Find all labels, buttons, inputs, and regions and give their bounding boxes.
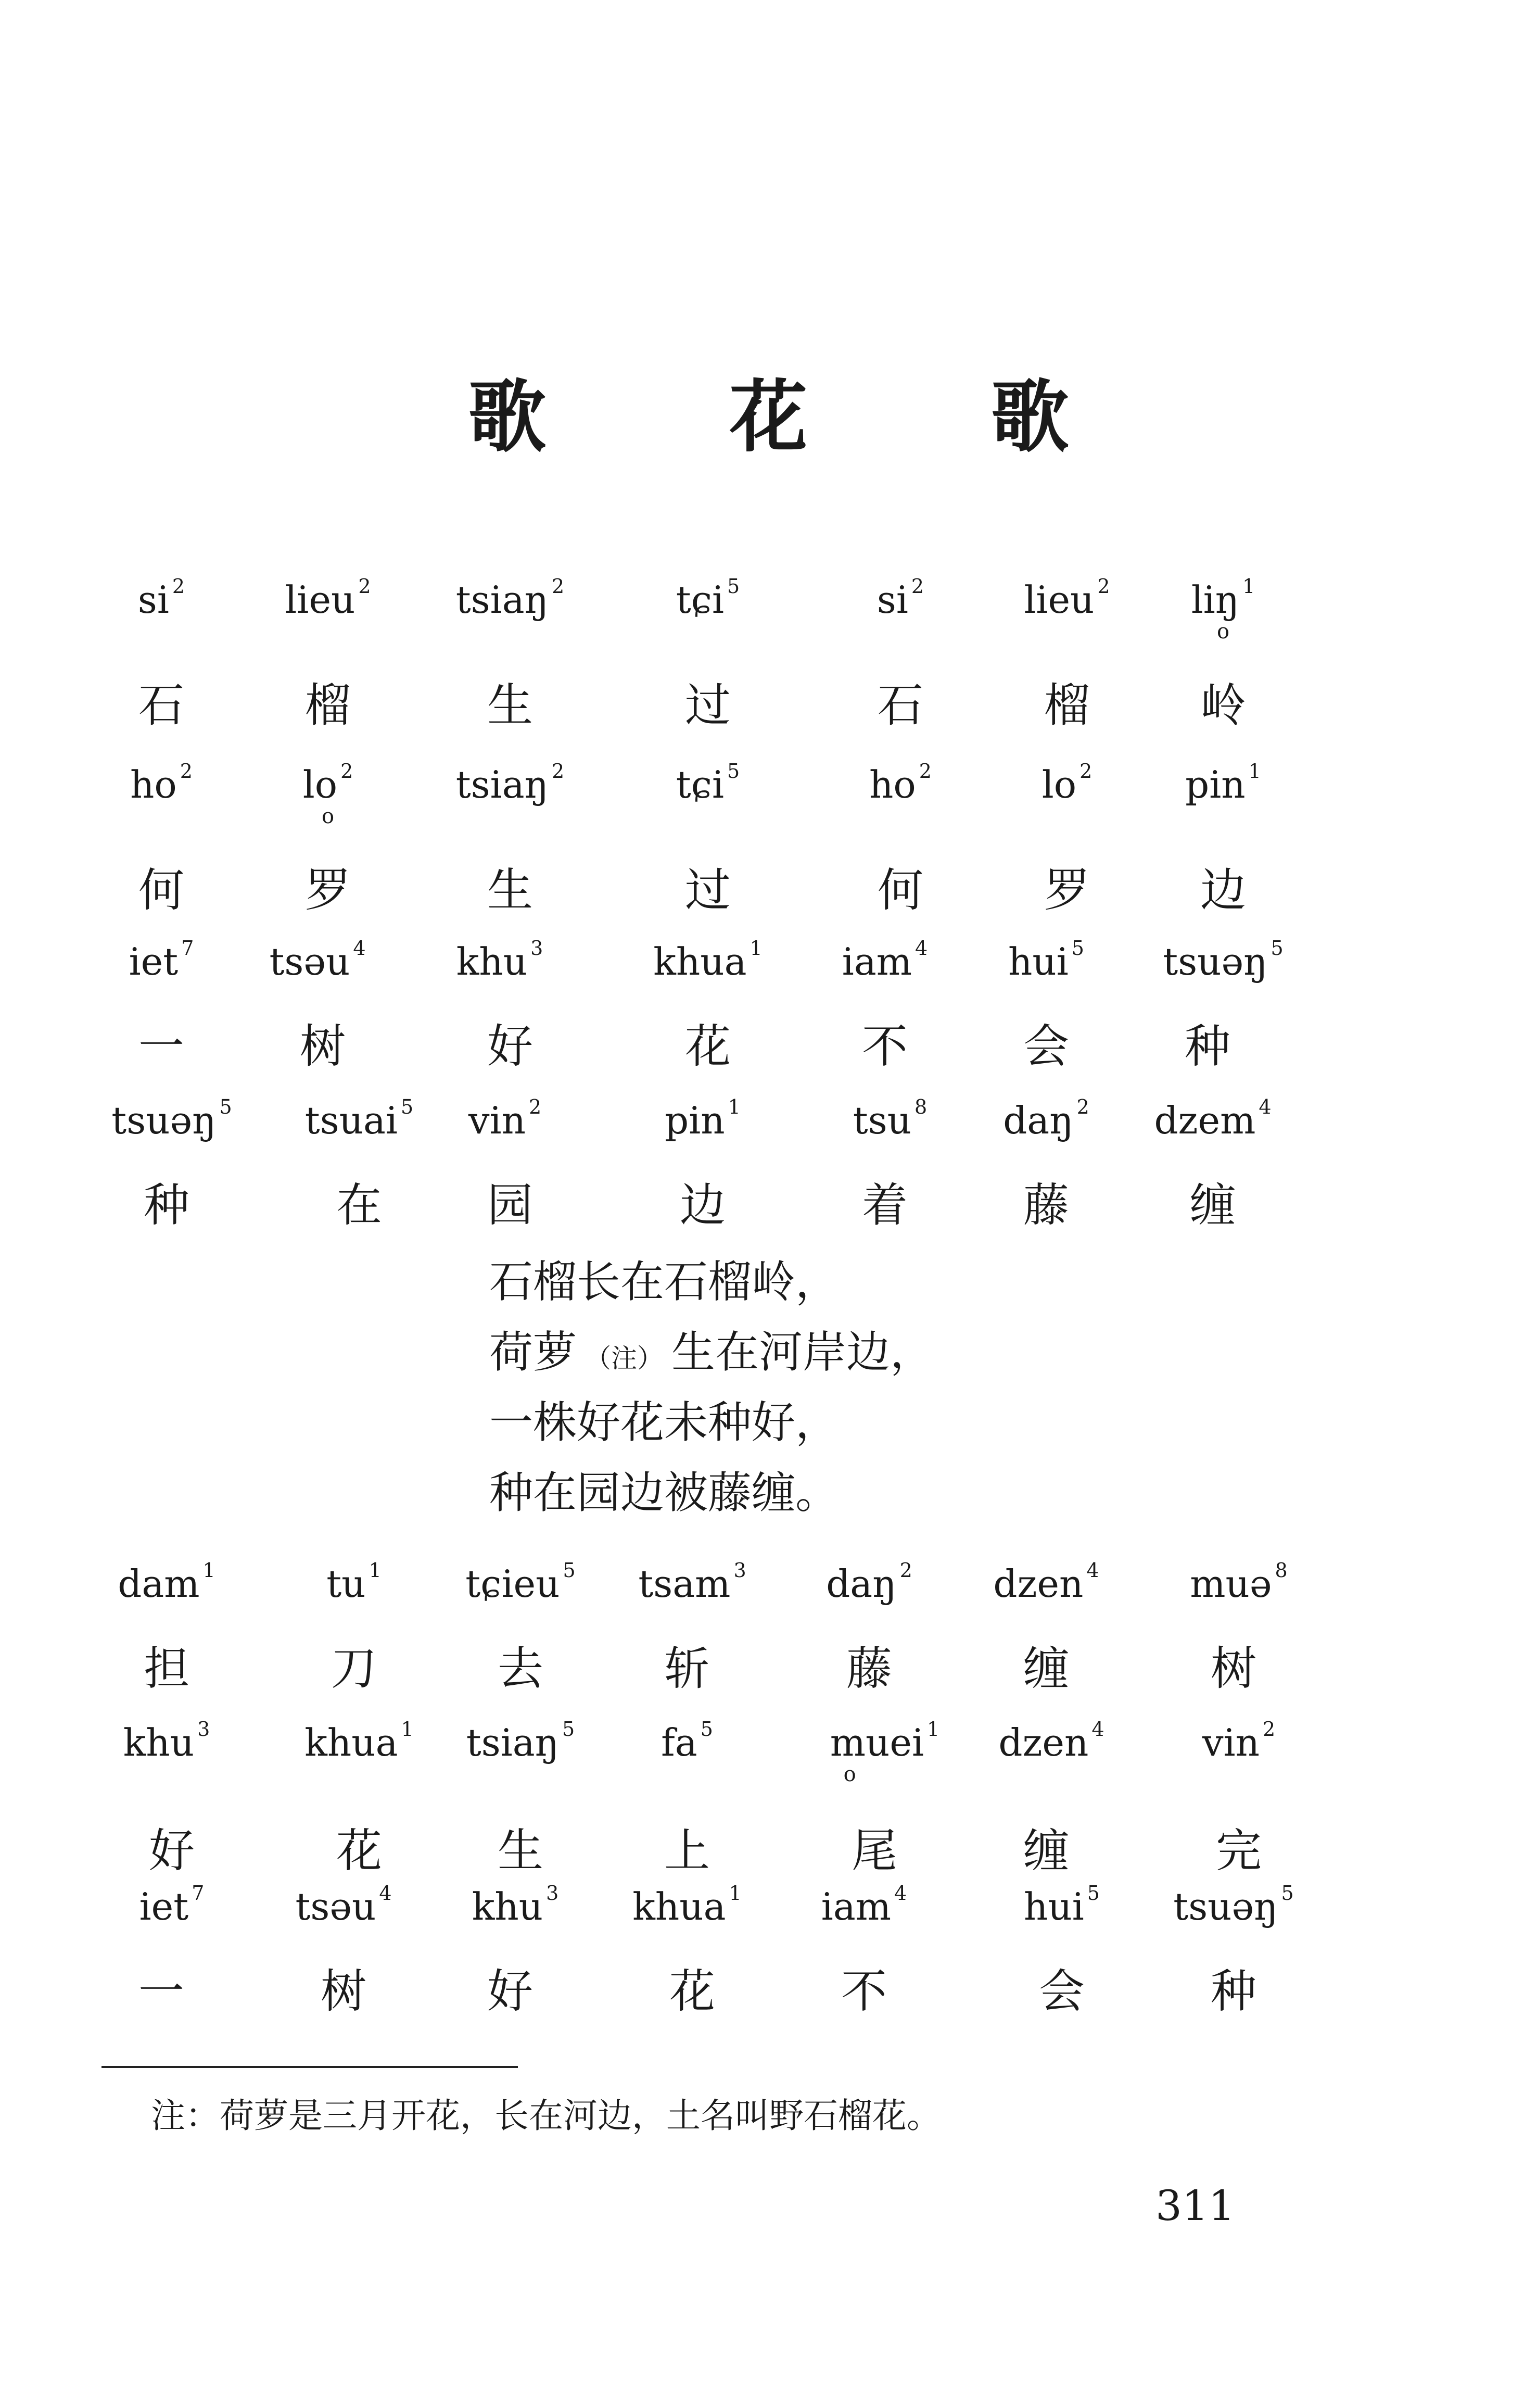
- character: 缠: [1023, 1642, 1070, 1695]
- romanization-row: [0, 1718, 1537, 1794]
- character: 生: [487, 863, 533, 917]
- syllable: pin $^1$: [665, 1095, 741, 1142]
- character: 会: [1023, 1019, 1070, 1073]
- circle-mark: o: [1216, 620, 1230, 644]
- character: 罗: [304, 863, 351, 917]
- page-title: 歌 花 歌: [468, 372, 1147, 463]
- syllable: vin $^2$: [468, 1095, 542, 1142]
- syllable: dzen $^4$: [998, 1718, 1104, 1764]
- character: 一: [138, 1964, 185, 2018]
- character: 好: [487, 1019, 533, 1073]
- syllable: si $^2$: [877, 575, 924, 622]
- character: 园: [487, 1178, 533, 1232]
- character: 榴: [1044, 678, 1090, 732]
- character: 刀: [331, 1642, 377, 1695]
- character: 尾: [851, 1824, 898, 1877]
- hanzi-row: [0, 1632, 1537, 1705]
- syllable: tsuai $^5$: [304, 1095, 414, 1142]
- syllable: tu $^1$: [326, 1559, 382, 1606]
- character: 好: [487, 1964, 533, 2018]
- syllable: khua $^1$: [304, 1718, 414, 1764]
- syllable: lo $^2$ o: [302, 760, 353, 828]
- hanzi-row: [0, 1814, 1537, 1887]
- syllable: tsam $^3$: [638, 1559, 746, 1606]
- syllable: si $^2$: [137, 575, 185, 622]
- character: 边: [679, 1178, 726, 1232]
- character: 树: [320, 1964, 367, 2018]
- translation-line: 一株好花未种好，: [489, 1397, 840, 1448]
- character: 缠: [1023, 1824, 1070, 1877]
- romanization-row: [0, 1882, 1537, 1958]
- romanization-row: [0, 1095, 1537, 1171]
- syllable: vin $^2$: [1202, 1718, 1276, 1764]
- circle-mark: o: [321, 804, 335, 828]
- character: 好: [148, 1824, 195, 1877]
- character: 树: [1210, 1642, 1257, 1695]
- syllable: tɕieu $^5$: [465, 1559, 576, 1606]
- character: 不: [861, 1019, 908, 1073]
- syllable: dzen $^4$: [993, 1559, 1099, 1606]
- romanization-row: [0, 1559, 1537, 1635]
- syllable: iet $^7$: [129, 937, 194, 984]
- romanization-row: [0, 575, 1537, 651]
- syllable: khu $^3$: [472, 1882, 559, 1928]
- syllable: khua $^1$: [632, 1882, 742, 1928]
- character: 何: [138, 863, 185, 917]
- character: 石: [877, 678, 924, 732]
- syllable: liŋ $^1$ o: [1191, 575, 1255, 644]
- character: 树: [299, 1019, 346, 1073]
- hanzi-row: [0, 1955, 1537, 2028]
- character: 藤: [846, 1642, 893, 1695]
- character: 种: [1184, 1019, 1231, 1073]
- note-marker: （注）: [585, 1343, 664, 1373]
- character: 边: [1200, 863, 1247, 917]
- syllable: hui $^5$: [1008, 937, 1084, 984]
- character: 花: [336, 1824, 383, 1877]
- romanization-row: [0, 760, 1537, 836]
- character: 上: [664, 1824, 710, 1877]
- syllable: tsuəŋ $^5$: [1163, 937, 1284, 984]
- character: 生: [497, 1824, 544, 1877]
- syllable: fa $^5$: [661, 1718, 713, 1764]
- character: 何: [877, 863, 924, 917]
- character: 罗: [1044, 863, 1090, 917]
- hanzi-row: [0, 1010, 1537, 1083]
- syllable: dzem $^4$: [1154, 1095, 1272, 1142]
- character: 缠: [1189, 1178, 1236, 1232]
- character: 过: [684, 678, 731, 732]
- character: 着: [861, 1178, 908, 1232]
- syllable: muei $^1$ o: [830, 1718, 940, 1786]
- syllable: tsəu $^4$: [269, 937, 366, 984]
- syllable: hui $^5$: [1024, 1882, 1100, 1928]
- character: 种: [143, 1178, 190, 1232]
- footnote: 注：荷萝是三月开花，长在河边，土名叫野石榴花。: [151, 2096, 941, 2136]
- character: 过: [684, 863, 731, 917]
- syllable: ho $^2$: [130, 760, 193, 806]
- circle-mark: o: [843, 1762, 856, 1786]
- syllable: tsiaŋ $^2$: [455, 760, 565, 806]
- romanization-row: [0, 937, 1537, 1013]
- translation-line: 荷萝 （注） 生在河岸边，: [489, 1327, 934, 1378]
- syllable: tɕi $^5$: [676, 575, 740, 622]
- character: 不: [841, 1964, 887, 2018]
- syllable: khu $^3$: [456, 937, 543, 984]
- syllable: tsiaŋ $^5$: [466, 1718, 575, 1764]
- syllable: khua $^1$: [653, 937, 763, 984]
- syllable: daŋ $^2$: [826, 1559, 912, 1606]
- syllable: khu $^3$: [123, 1718, 210, 1764]
- syllable: tsəu $^4$: [295, 1882, 392, 1928]
- syllable: tsiaŋ $^2$: [455, 575, 565, 622]
- hanzi-row: [0, 1169, 1537, 1242]
- character: 藤: [1023, 1178, 1070, 1232]
- character: 花: [669, 1964, 716, 2018]
- character: 花: [684, 1019, 731, 1073]
- syllable: daŋ $^2$: [1003, 1095, 1089, 1142]
- character: 生: [487, 678, 533, 732]
- character: 岭: [1200, 678, 1247, 732]
- syllable: iam $^4$: [842, 937, 928, 984]
- character: 榴: [304, 678, 351, 732]
- translation-line: 石榴长在石榴岭，: [489, 1256, 840, 1307]
- syllable: lo $^2$: [1041, 760, 1093, 806]
- character: 担: [143, 1642, 190, 1695]
- character: 种: [1210, 1964, 1257, 2018]
- character: 在: [336, 1178, 383, 1232]
- hanzi-row: [0, 854, 1537, 927]
- hanzi-row: [0, 669, 1537, 742]
- syllable: lieu $^2$: [285, 575, 371, 622]
- footnote-rule: [101, 2066, 518, 2068]
- syllable: dam $^1$: [118, 1559, 215, 1606]
- syllable: tsuəŋ $^5$: [1173, 1882, 1294, 1928]
- syllable: tsuəŋ $^5$: [111, 1095, 232, 1142]
- character: 一: [138, 1019, 185, 1073]
- page-number: 311: [1155, 2182, 1235, 2230]
- syllable: muə $^8$: [1190, 1559, 1288, 1606]
- syllable: ho $^2$: [869, 760, 932, 806]
- character: 会: [1038, 1964, 1085, 2018]
- syllable: lieu $^2$: [1024, 575, 1110, 622]
- character: 石: [138, 678, 185, 732]
- syllable: tsu $^8$: [853, 1095, 928, 1142]
- syllable: tɕi $^5$: [676, 760, 740, 806]
- character: 去: [497, 1642, 544, 1695]
- character: 完: [1215, 1824, 1262, 1877]
- syllable: pin $^1$: [1185, 760, 1261, 806]
- syllable: iam $^4$: [821, 1882, 907, 1928]
- translation-line: 种在园边被藤缠。: [489, 1467, 840, 1518]
- character: 斩: [664, 1642, 710, 1695]
- syllable: iet $^7$: [139, 1882, 205, 1928]
